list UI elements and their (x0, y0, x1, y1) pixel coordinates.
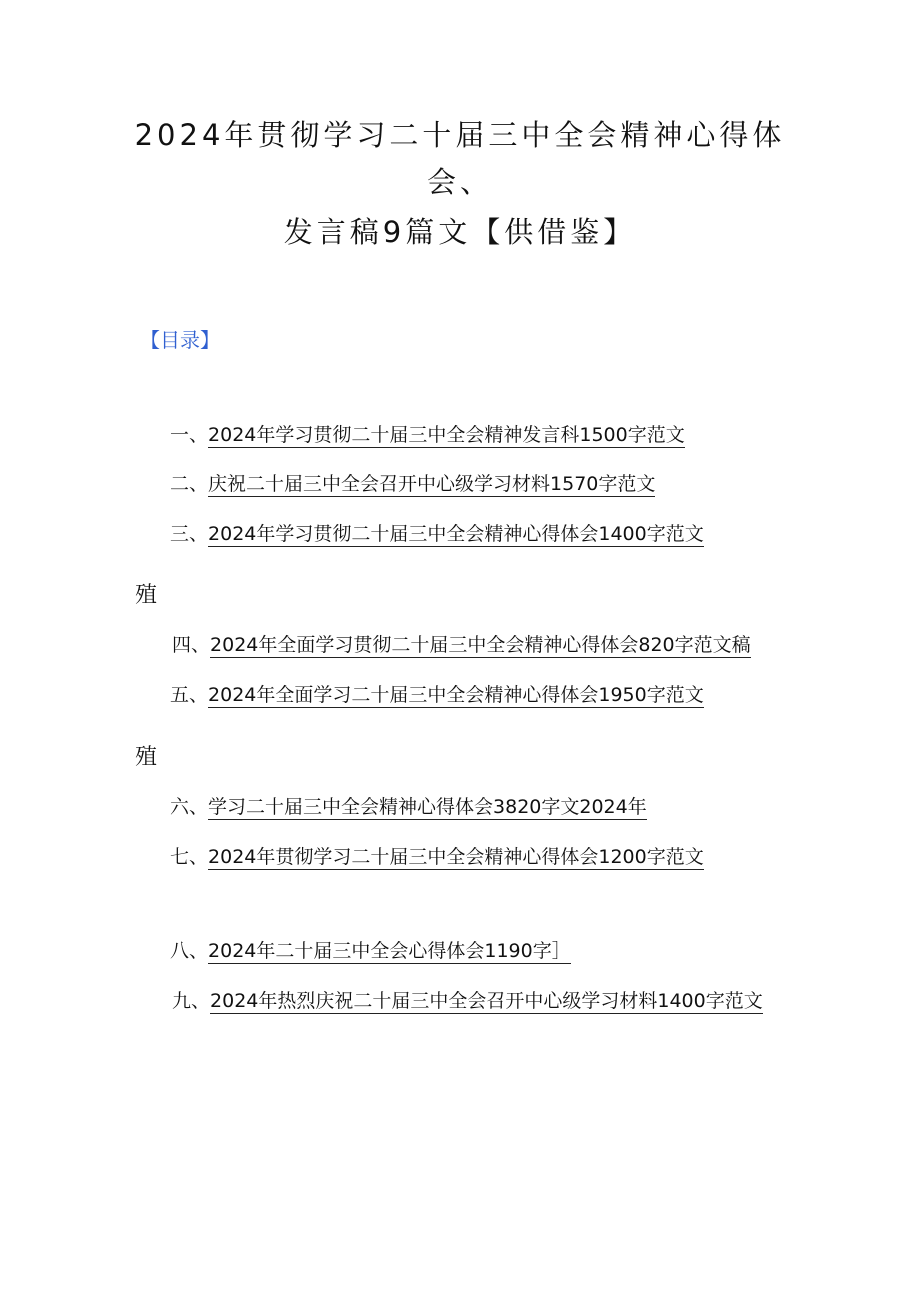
document-title-line-1: 2024年贯彻学习二十届三中全会精神心得体 (134, 118, 786, 152)
toc-item-number: 七、 (170, 846, 209, 868)
toc-item-link[interactable]: 2024年学习贯彻二十届三中全会精神发言科1500字范文 (208, 424, 685, 446)
toc-item-link[interactable]: 庆祝二十届三中全会召开中心级学习材料1570字范文 (208, 473, 656, 495)
toc-item-number: 五、 (170, 684, 209, 706)
toc-item[interactable] (170, 936, 571, 963)
toc-item-link[interactable]: 2024年学习贯彻二十届三中全会精神心得体会1400字范文 (208, 523, 704, 545)
toc-item-link[interactable]: 学习二十届三中全会精神心得体会3820字文2024年 (208, 796, 647, 818)
toc-heading: 【目录】 (140, 328, 220, 352)
toc-item-number: 八、 (170, 940, 209, 962)
toc-item-number: 三、 (170, 523, 209, 545)
toc-item[interactable] (172, 630, 751, 657)
toc-item-number: 四、 (172, 634, 211, 656)
toc-item[interactable] (170, 519, 704, 546)
toc-item[interactable] (170, 842, 704, 869)
toc-item-number: 九、 (172, 990, 211, 1012)
toc-item-number: 六、 (170, 796, 209, 818)
stray-character: 殖 (135, 583, 158, 608)
toc-item[interactable] (170, 792, 647, 819)
toc-item[interactable] (170, 469, 655, 496)
toc-item-link[interactable]: 2024年全面学习二十届三中全会精神心得体会1950字范文 (208, 684, 704, 706)
toc-item[interactable] (172, 986, 763, 1013)
toc-item-number: 二、 (170, 473, 209, 495)
toc-item-link[interactable]: 2024年全面学习贯彻二十届三中全会精神心得体会820字范文稿 (210, 634, 751, 656)
document-title-line-2: 会、 (426, 165, 493, 199)
toc-item-link[interactable]: 2024年热烈庆祝二十届三中全会召开中心级学习材料1400字范文 (210, 990, 763, 1012)
toc-item-number: 一、 (170, 424, 209, 446)
stray-character: 殖 (135, 745, 158, 770)
toc-item-link[interactable]: 2024年二十届三中全会心得体会1190字］ (208, 940, 571, 962)
toc-item[interactable] (170, 420, 685, 447)
document-title-line-3: 发言稿9篇文【供借鉴】 (283, 215, 637, 249)
toc-item-link[interactable]: 2024年贯彻学习二十届三中全会精神心得体会1200字范文 (208, 846, 704, 868)
toc-item[interactable] (170, 680, 704, 707)
